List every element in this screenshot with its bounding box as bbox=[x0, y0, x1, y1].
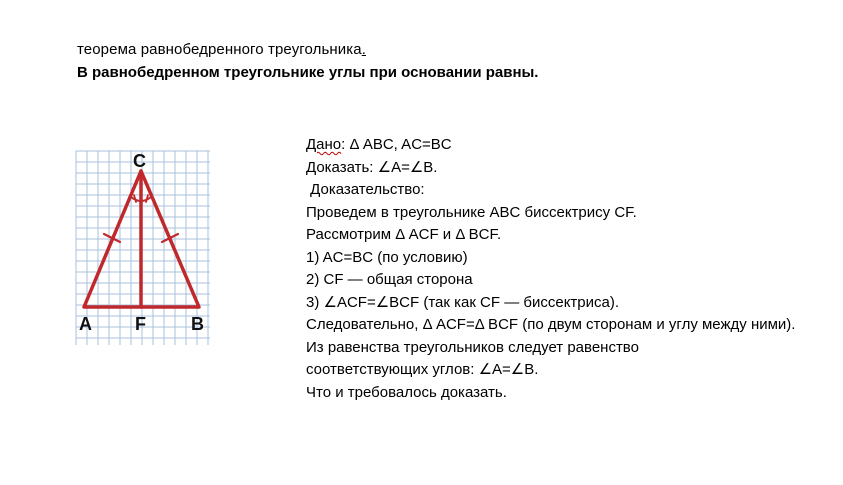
proof-line-4: 2) CF — общая сторона bbox=[306, 271, 473, 288]
proof-line-7: Из равенства треугольников следует равенство соответствующих углов: ∠A=∠B. bbox=[306, 338, 639, 378]
proof-line-5: 3) ∠ACF=∠BCF (так как CF — биссектриса). bbox=[306, 293, 620, 311]
proof-line-2: Рассмотрим Δ ACF и Δ BCF. bbox=[306, 226, 502, 243]
proof-block bbox=[306, 134, 806, 404]
proof-line-1: Проведем в треугольнике ABC биссектрису CF. bbox=[306, 203, 637, 221]
angle-mark-left bbox=[134, 195, 136, 202]
proof-line-3: 1) AC=BC (по условию) bbox=[306, 248, 468, 266]
vertex-label-b: B bbox=[191, 314, 204, 334]
vertex-label-a: A bbox=[79, 314, 92, 334]
page-title bbox=[77, 41, 366, 58]
triangle-figure bbox=[70, 145, 220, 350]
given-line bbox=[306, 134, 806, 157]
triangle-diagram bbox=[70, 145, 220, 350]
title-dot: . bbox=[361, 41, 366, 58]
point-label-f: F bbox=[135, 314, 146, 334]
theorem-statement: В равнобедренном треугольнике углы при основании равны. bbox=[77, 64, 539, 81]
prove-line: Доказать: ∠A=∠B. bbox=[306, 158, 438, 176]
given-rest: : Δ ABC, AC=BC bbox=[341, 136, 452, 153]
proof-line-6: Следовательно, Δ ACF=Δ BCF (по двум сторонам и углу между ними). bbox=[306, 316, 796, 333]
given-word: Дано bbox=[306, 136, 342, 153]
proof-line-8: Что и требовалось доказать. bbox=[306, 383, 507, 401]
angle-mark-right bbox=[146, 195, 148, 202]
title-text: теорема равнобедренного треугольника bbox=[77, 41, 362, 58]
vertex-label-c: C bbox=[133, 151, 146, 171]
proof-title: Доказательство: bbox=[306, 181, 425, 198]
